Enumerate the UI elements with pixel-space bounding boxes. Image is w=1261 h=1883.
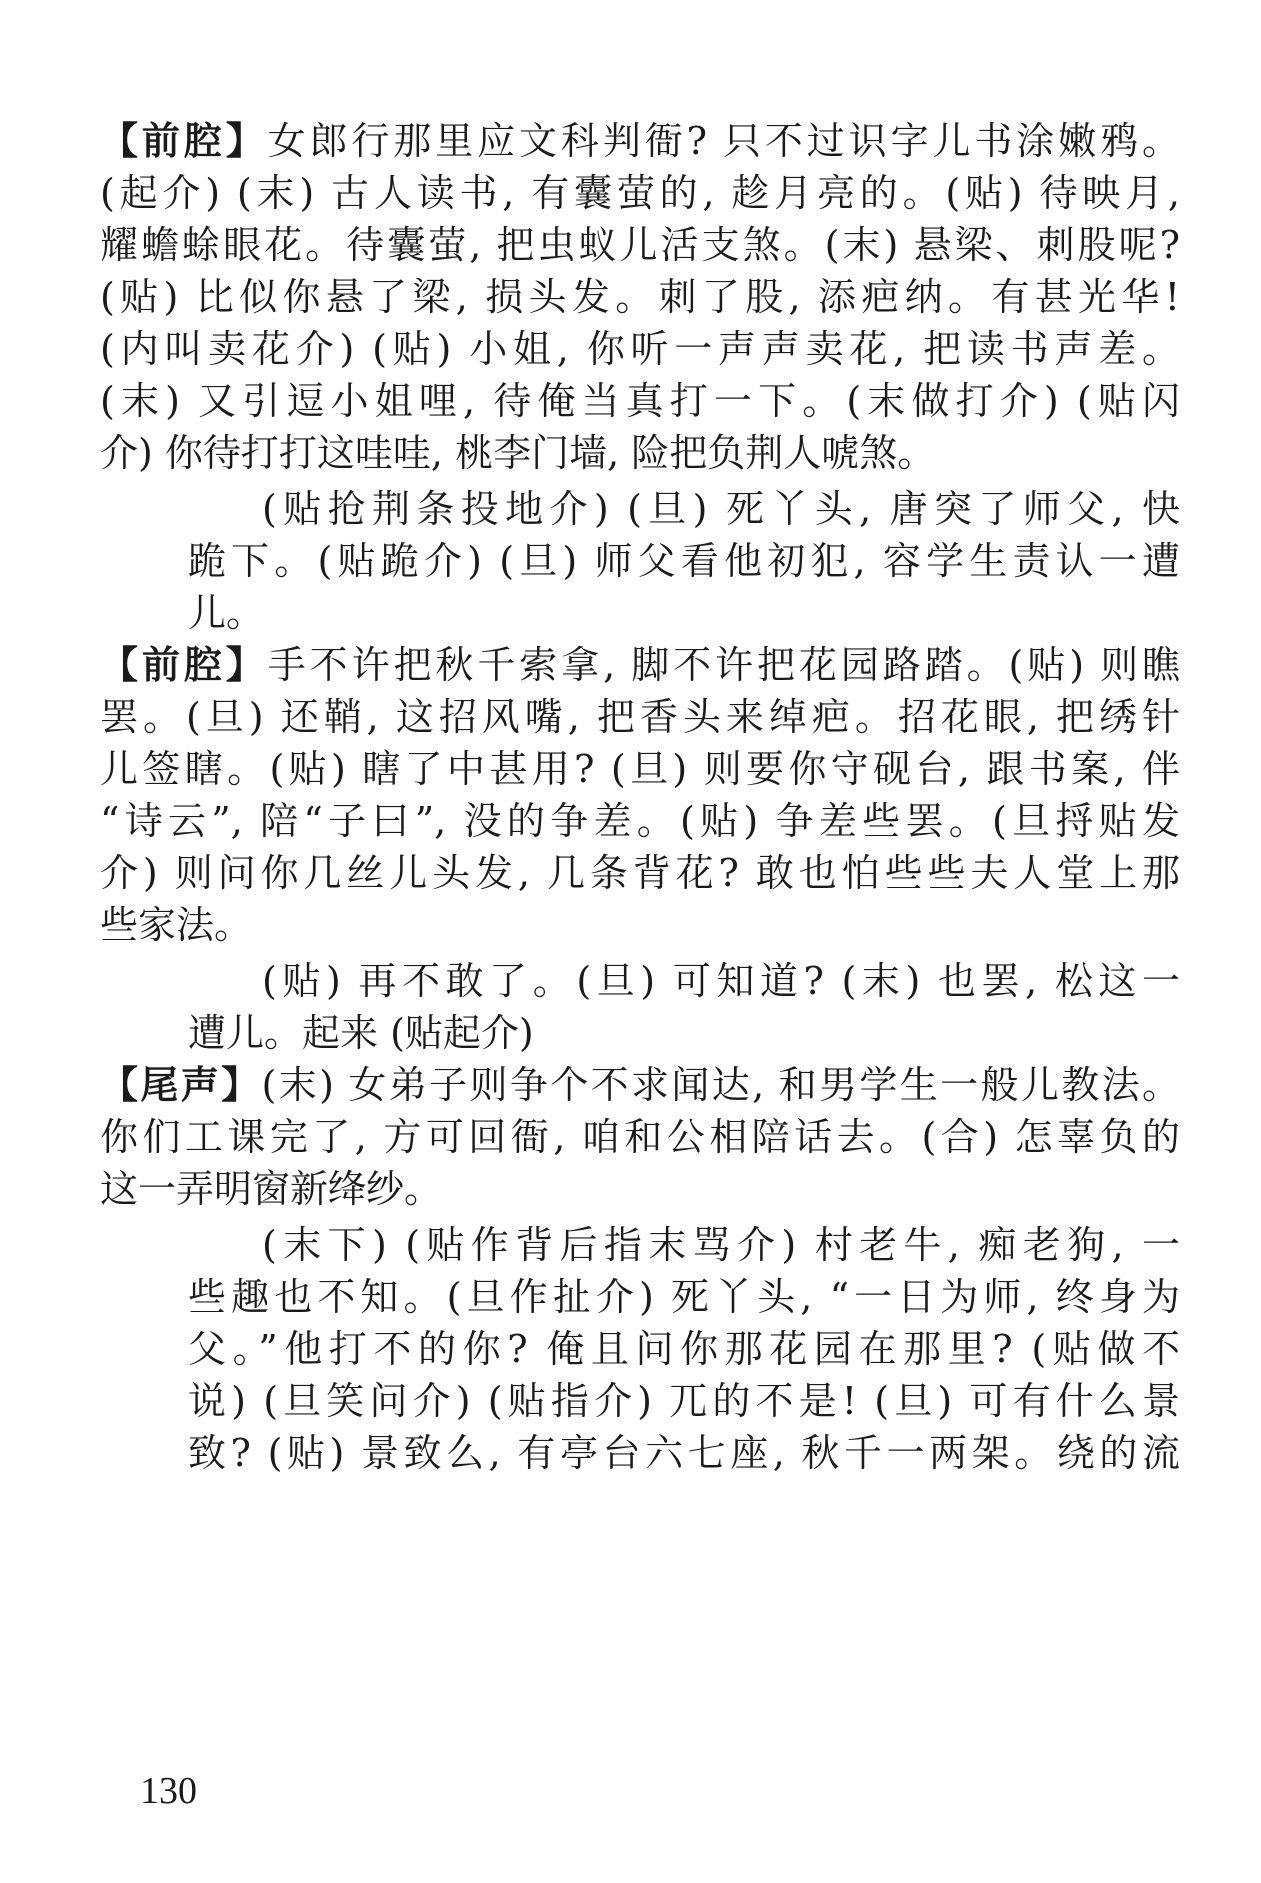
line-text: 些家法。 bbox=[100, 903, 253, 947]
stage-direction-line bbox=[188, 1010, 1180, 1056]
line-text: (贴) 再不敢了。(旦) 可知道? (末) 也罢, 松这一 bbox=[262, 959, 1180, 1003]
text-line bbox=[100, 378, 1180, 424]
text-line bbox=[100, 694, 1180, 740]
stage-direction-line bbox=[188, 1430, 1180, 1476]
line-text: 父。”他打不的你? 俺且问你那花园在那里? (贴做不 bbox=[188, 1327, 1180, 1371]
page-number: 130 bbox=[140, 1770, 197, 1812]
line-text: (起介) (末) 古人读书, 有囊萤的, 趁月亮的。(贴) 待映月, bbox=[100, 171, 1180, 215]
aria-label: 【尾声】 bbox=[100, 1063, 262, 1107]
stage-direction-line bbox=[262, 486, 1180, 532]
aria-label: 【前腔】 bbox=[100, 643, 268, 687]
text-line bbox=[100, 274, 1180, 320]
line-text: (末) 女弟子则争个不求闻达, 和男学生一般儿教法。 bbox=[261, 1063, 1180, 1107]
text-line bbox=[100, 902, 1180, 948]
stage-direction-line bbox=[188, 538, 1180, 584]
text-line bbox=[100, 642, 1180, 688]
text-line bbox=[100, 430, 1180, 476]
line-text: 耀蟾蜍眼花。待囊萤, 把虫蚁儿活支煞。(末) 悬梁、刺股呢? bbox=[100, 223, 1180, 267]
text-line bbox=[100, 118, 1180, 164]
stage-direction-line bbox=[262, 1222, 1180, 1268]
line-text: 手不许把秋千索拿, 脚不许把花园路踏。(贴) 则瞧 bbox=[267, 643, 1180, 687]
line-text: 说) (旦笑问介) (贴指介) 兀的不是! (旦) 可有什么景 bbox=[188, 1379, 1180, 1423]
stage-direction-line bbox=[188, 590, 1180, 636]
line-text: 介) 则问你几丝儿头发, 几条背花? 敢也怕些些夫人堂上那 bbox=[100, 851, 1180, 895]
line-text: 罢。(旦) 还鞘, 这招风嘴, 把香头来绰疤。招花眼, 把绣针 bbox=[100, 695, 1180, 739]
text-line bbox=[100, 1114, 1180, 1160]
line-text: “诗云”, 陪“子曰”, 没的争差。(贴) 争差些罢。(旦捋贴发 bbox=[100, 799, 1180, 843]
text-line bbox=[100, 1166, 1180, 1212]
stage-direction-line bbox=[188, 1326, 1180, 1372]
line-text: 儿签瞎。(贴) 瞎了中甚用? (旦) 则要你守砚台, 跟书案, 伴 bbox=[100, 747, 1180, 791]
text-line bbox=[100, 222, 1180, 268]
line-text: (内叫卖花介) (贴) 小姐, 你听一声声卖花, 把读书声差。 bbox=[100, 327, 1180, 371]
line-text: 介) 你待打打这哇哇, 桃李门墙, 险把负荆人唬煞。 bbox=[100, 431, 936, 475]
text-line bbox=[100, 850, 1180, 896]
line-text: 这一弄明窗新绛纱。 bbox=[100, 1167, 443, 1211]
line-text: 儿。 bbox=[188, 591, 265, 635]
line-text: 致? (贴) 景致么, 有亭台六七座, 秋千一两架。绕的流 bbox=[188, 1431, 1180, 1475]
line-text: (贴) 比似你悬了梁, 损头发。刺了股, 添疤纳。有甚光华! bbox=[100, 275, 1180, 319]
line-text: (贴抢荆条投地介) (旦) 死丫头, 唐突了师父, 快 bbox=[262, 487, 1180, 531]
stage-direction-line bbox=[262, 958, 1180, 1004]
line-text: (末下) (贴作背后指末骂介) 村老牛, 痴老狗, 一 bbox=[262, 1223, 1180, 1267]
text-line bbox=[100, 746, 1180, 792]
line-text: 女郎行那里应文科判衙? 只不过识字儿书涂嫩鸦。 bbox=[267, 119, 1180, 163]
text-line bbox=[100, 798, 1180, 844]
line-text: 遭儿。起来 (贴起介) bbox=[188, 1011, 534, 1055]
text-line bbox=[100, 170, 1180, 216]
aria-label: 【前腔】 bbox=[100, 119, 268, 163]
line-text: (末) 又引逗小姐哩, 待俺当真打一下。(末做打介) (贴闪 bbox=[100, 379, 1180, 423]
stage-direction-line bbox=[188, 1378, 1180, 1424]
text-line bbox=[100, 326, 1180, 372]
line-text: 你们工课完了, 方可回衙, 咱和公相陪话去。(合) 怎辜负的 bbox=[100, 1115, 1180, 1159]
line-text: 些趣也不知。(旦作扯介) 死丫头, “一日为师, 终身为 bbox=[188, 1275, 1180, 1319]
text-line bbox=[100, 1062, 1180, 1108]
line-text: 跪下。(贴跪介) (旦) 师父看他初犯, 容学生责认一遭 bbox=[188, 539, 1180, 583]
stage-direction-line bbox=[188, 1274, 1180, 1320]
